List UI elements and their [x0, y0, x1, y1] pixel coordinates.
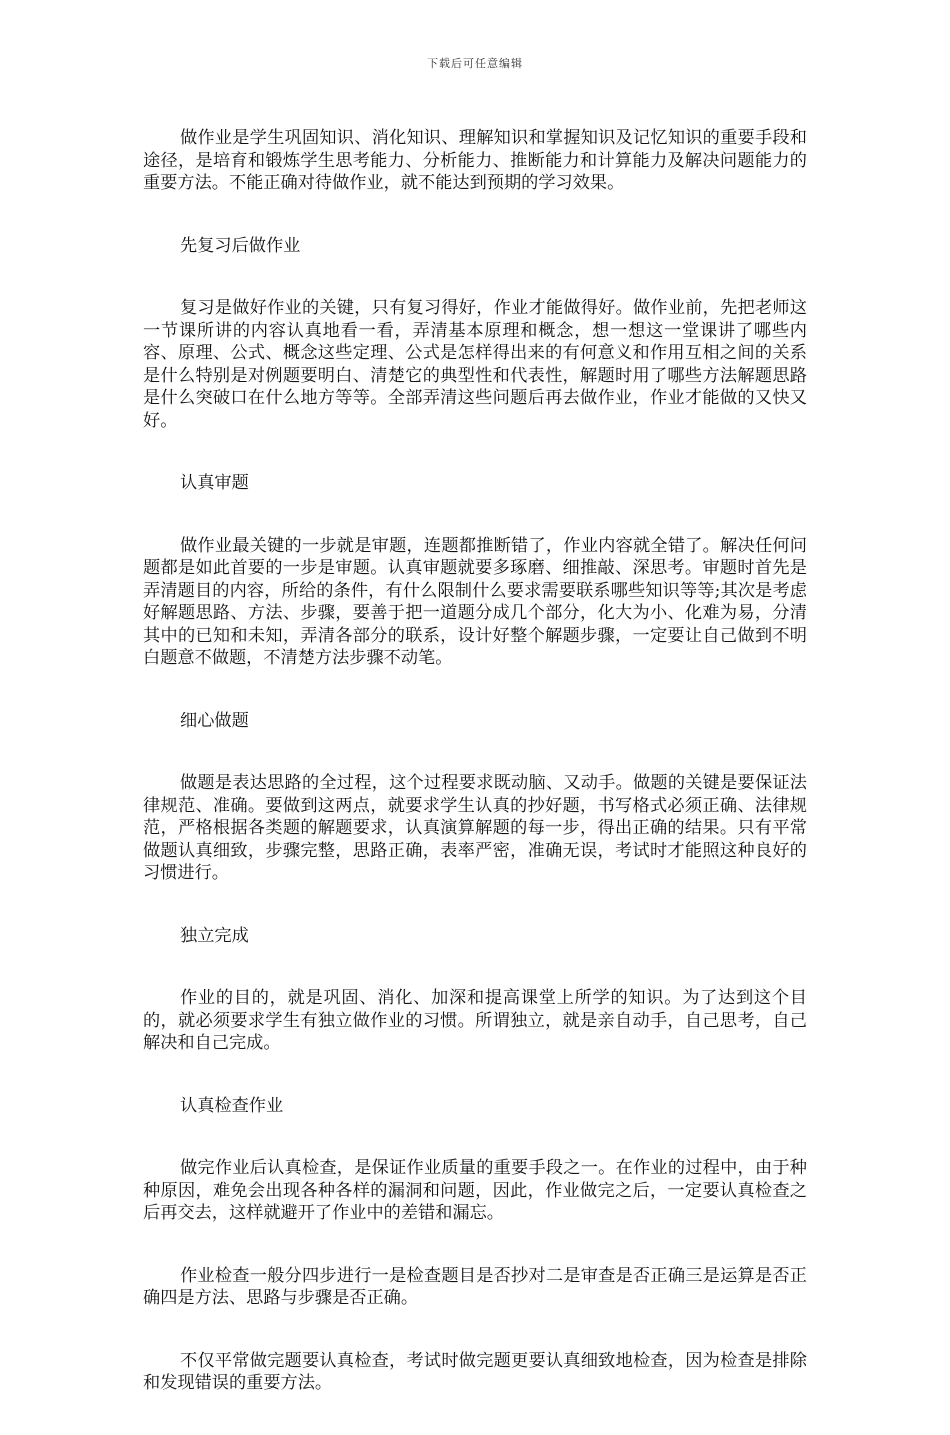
- section-heading-review: 先复习后做作业: [180, 235, 301, 256]
- paragraph-check-2: 作业检查一般分四步进行一是检查题目是否抄对二是审查是否正确三是运算是否正确四是方法、思路与步骤是否正确。: [143, 1265, 807, 1308]
- paragraph-intro: 做作业是学生巩固知识、消化知识、理解知识和掌握知识及记忆知识的重要手段和途径，是培育和锻炼学生思考能力、分析能力、推断能力和计算能力及解决问题能力的重要方法。不能正确对待做作业，就不能达到预期的学习效果。: [143, 128, 807, 193]
- section-heading-read-question: 认真审题: [180, 473, 249, 493]
- paragraph-check-1: 做完作业后认真检查，是保证作业质量的重要手段之一。在作业的过程中，由于种种原因，难免会出现各种各样的漏洞和问题，因此，作业做完之后，一定要认真检查之后再交去，这样就避开了作业中的差错和漏忘。: [143, 1158, 807, 1223]
- section-heading-careful: 细心做题: [180, 710, 249, 731]
- paragraph-check-3: 不仅平常做完题要认真检查，考试时做完题更要认真细致地检查，因为检查是排除和发现错误的重要方法。: [143, 1350, 807, 1393]
- section-heading-independent: 独立完成: [180, 925, 249, 946]
- paragraph-independent: 作业的目的，就是巩固、消化、加深和提高课堂上所学的知识。为了达到这个目的，就必须要求学生有独立做作业的习惯。所谓独立，就是亲自动手，自己思考，自己解决和自己完成。: [143, 988, 807, 1053]
- document-body: [143, 127, 807, 1435]
- paragraph-review: 复习是做好作业的关键，只有复习得好，作业才能做得好。做作业前，先把老师这一节课所讲的内容认真地看一看，弄清基本原理和概念，想一想这一堂课讲了哪些内容、原理、公式、概念这些定理、公式是怎样得出来的有何意义和作用互相之间的关系是什么特别是对例题要明白、清楚它的典型性和代表性，解题时用了哪些方法解题思路是什么突破口在什么地方等等。全部弄清这些问题后再去做作业，作业才能做的又快又好。: [143, 298, 807, 431]
- paragraph-read-question: 做作业最关键的一步就是审题，连题都推断错了，作业内容就全错了。解决任何问题都是如此首要的一步是审题。认真审题就要多琢磨、细推敲、深思考。审题时首先是弄清题目的内容，所给的条件，有什么限制什么要求需要联系哪些知识等等;其次是考虑好解题思路、方法、步骤，要善于把一道题分成几个部分，化大为小、化难为易，分清其中的已知和未知，弄清各部分的联系，设计好整个解题步骤，一定要让自己做到不明白题意不做题，不清楚方法步骤不动笔。: [143, 535, 807, 668]
- section-heading-check: 认真检查作业: [180, 1095, 284, 1116]
- page-header: 下载后可任意编辑: [427, 57, 523, 70]
- paragraph-careful: 做题是表达思路的全过程，这个过程要求既动脑、又动手。做题的关键是要保证法律规范、准确。要做到这两点，就要求学生认真的抄好题，书写格式必须正确、法律规范，严格根据各类题的解题要求，认真演算解题的每一步，得出正确的结果。只有平常做题认真细致，步骤完整，思路正确，表率严密，准确无误，考试时才能照这种良好的习惯进行。: [143, 773, 807, 883]
